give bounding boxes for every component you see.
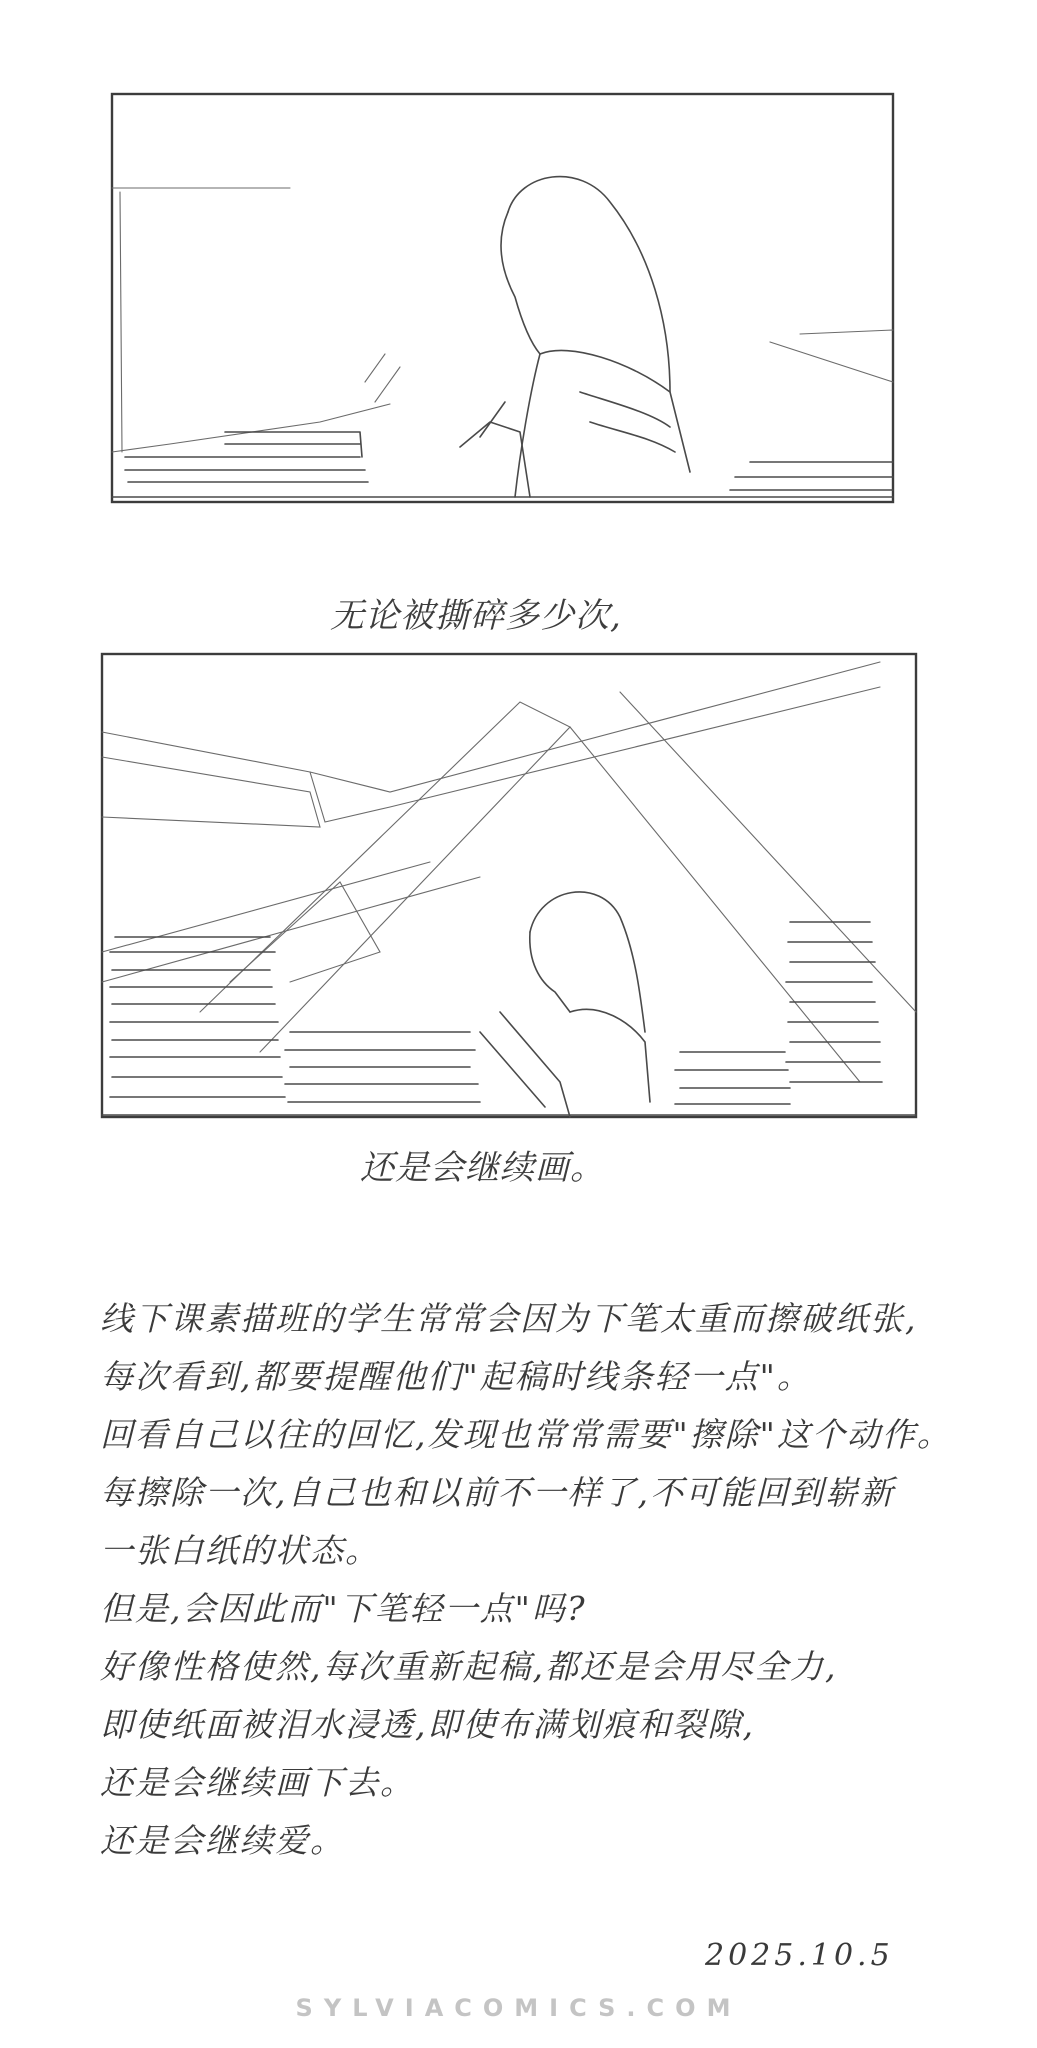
text-line: 一张白纸的状态。 — [100, 1531, 380, 1570]
text-line: 每擦除一次,自己也和以前不一样了,不可能回到崭新 — [100, 1473, 895, 1512]
panel-2-caption: 还是会继续画。 — [360, 1148, 605, 1188]
text-line: 还是会继续画下去。 — [100, 1763, 415, 1802]
handwritten-paragraph — [100, 1290, 980, 1870]
site-watermark: SYLVIACOMICS.COM — [295, 1994, 742, 2022]
panel-1-sketch — [110, 92, 895, 504]
text-line: 但是,会因此而"下笔轻一点"吗? — [100, 1589, 587, 1628]
text-line: 回看自己以往的回忆,发现也常常需要"擦除"这个动作。 — [100, 1415, 952, 1454]
text-line: 每次看到,都要提醒他们"起稿时线条轻一点"。 — [100, 1357, 812, 1396]
panel-1-caption: 无论被撕碎多少次, — [330, 596, 622, 636]
comic-panel-2 — [100, 652, 918, 1119]
text-line: 线下课素描班的学生常常会因为下笔太重而擦破纸张, — [100, 1299, 918, 1338]
text-line: 还是会继续爱。 — [100, 1821, 345, 1860]
text-line: 即使纸面被泪水浸透,即使布满划痕和裂隙, — [100, 1705, 755, 1744]
date-signature: 2025.10.5 — [705, 1938, 894, 1973]
comic-panel-1 — [110, 92, 895, 504]
panel-2-sketch — [100, 652, 918, 1119]
text-line: 好像性格使然,每次重新起稿,都还是会用尽全力, — [100, 1647, 838, 1686]
